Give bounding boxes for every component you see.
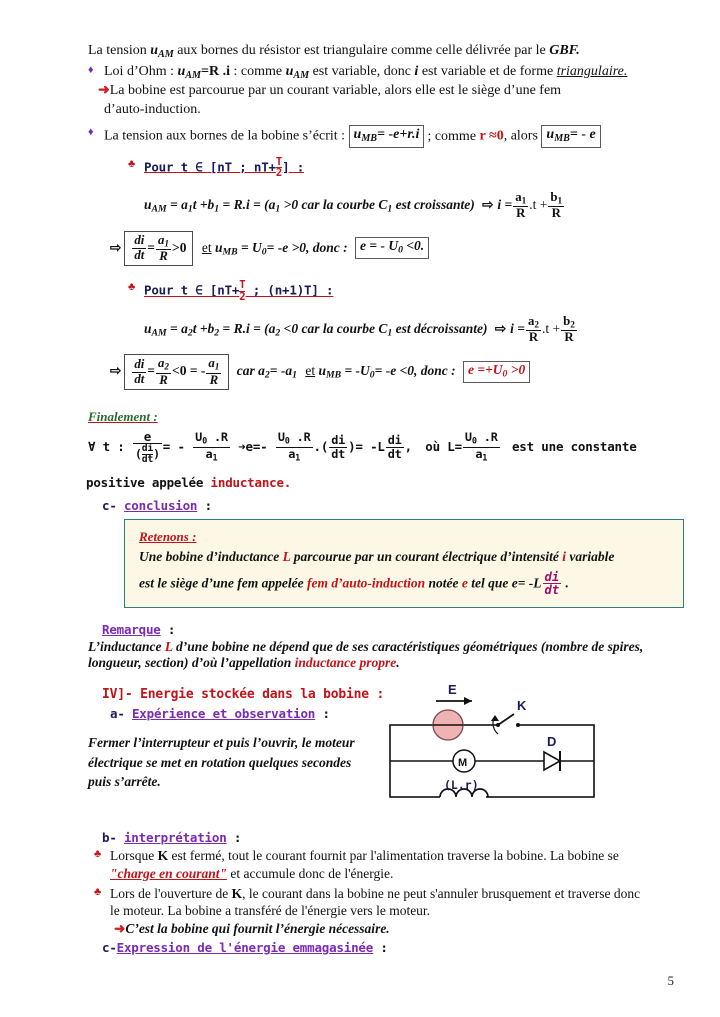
- circuit-diagram: [386, 676, 598, 802]
- circuit-label-K: K: [517, 698, 527, 713]
- f1-den-close: ): [153, 446, 160, 461]
- i2-umb-rest: = -U: [341, 363, 370, 379]
- interpretation-bullet-1: [94, 847, 708, 883]
- i1-didt-den: dt: [134, 247, 145, 262]
- diamond-bullet-icon: ♦: [88, 126, 94, 139]
- b2-l1-b: , le courant dans la bobine ne peut s'annuler brusquement et traverse donc: [242, 885, 641, 901]
- frac-di-dt-3: [386, 434, 404, 460]
- ret-l2-c: tel que e= -L: [467, 575, 542, 591]
- interpretation-bullet-2: [94, 885, 708, 921]
- arrow-right-icon: ➜: [114, 921, 126, 937]
- sub-b-label: interprétation: [123, 829, 227, 845]
- interp1-line2: [110, 865, 708, 883]
- i1-a-sub: 1: [187, 203, 193, 215]
- b1-K: K: [157, 847, 169, 863]
- i2-box-f-den: R: [156, 373, 171, 387]
- interval1-text-a: Pour t ∈ [nT ; nT+: [144, 159, 276, 175]
- interval1-frac-den: 2: [275, 166, 283, 180]
- intro-text-b: aux bornes du résistor est triangulaire comme celle délivrée par le: [173, 43, 550, 58]
- tension-mid: ; comme: [427, 128, 480, 144]
- switch-pivot-left: [496, 723, 500, 727]
- i2-didt-num: di: [134, 357, 145, 372]
- f3-den-sub: 1: [295, 453, 301, 464]
- interval1-conclusion: [110, 231, 708, 267]
- retenons-box: [124, 519, 684, 609]
- interp2-line1: [110, 885, 708, 903]
- page-number: 5: [667, 973, 674, 988]
- i2-f2-num-sub: 2: [570, 319, 575, 330]
- i2-after-f1: .t +: [541, 320, 561, 336]
- exp-line-1: Fermer l’interrupteur et puis l’ouvrir, le moteur: [88, 735, 355, 751]
- arrow-right-icon: ➜: [238, 438, 246, 454]
- emf-arrow-head: [464, 697, 472, 705]
- f2-num: U: [195, 430, 203, 445]
- interval1-equation: [144, 191, 708, 221]
- i1-mid: t +b: [192, 196, 215, 212]
- circuit-label-Lr: (L,r): [444, 778, 479, 792]
- club-bullet-icon: ♣: [128, 157, 136, 170]
- ohm-u2-sub: AM: [293, 69, 310, 81]
- i2-box-mid: <0 = -: [172, 363, 206, 379]
- retenons-line1: [139, 549, 669, 565]
- i1-f2-num-sub: 1: [557, 195, 563, 206]
- document-content: [88, 42, 708, 955]
- i1-c-sub: 1: [387, 203, 393, 215]
- f3-num-sub: 0: [284, 436, 290, 447]
- i2-u-sub: AM: [151, 327, 167, 339]
- remarque-heading: [102, 622, 708, 637]
- f1-num: e: [143, 429, 152, 444]
- ohm-line: [104, 63, 708, 82]
- fin-tail: est une constante: [511, 438, 637, 454]
- arrow-line-text: C’est la bobine qui fournit l’énergie nécessaire.: [125, 921, 390, 937]
- interval1-heading: [128, 154, 708, 180]
- i1-f1-num-sub: 1: [521, 195, 527, 206]
- sub-c-colon: :: [373, 940, 388, 956]
- finalement-section: [88, 408, 708, 490]
- umb1-u: u: [353, 127, 362, 143]
- ohm-formula-rest: =R .i: [200, 64, 230, 80]
- sub-b-prefix: b-: [102, 829, 124, 845]
- switch-pivot-right: [516, 723, 520, 727]
- experience-paragraph: [88, 733, 378, 792]
- i1-umb-rest: = U: [237, 239, 262, 255]
- i1-a-sub2: 1: [275, 203, 281, 215]
- ohm-mid: : comme: [229, 64, 286, 80]
- rem-l1-b: d’une bobine ne dépend que de ses caractéristiques géométriques (nombre de spires,: [172, 639, 644, 655]
- f5-den: dt: [387, 446, 402, 461]
- f2-den-sub: 1: [212, 453, 218, 464]
- interval2-text-a: Pour t ∈ [nT+: [144, 282, 240, 298]
- i2-car: car a: [236, 363, 265, 379]
- remarque-title: Remarque: [102, 622, 161, 638]
- ret-l2-b: notée: [425, 575, 462, 591]
- i2-car-rest: = -a: [269, 363, 293, 379]
- f1-den-den: dt: [141, 453, 154, 465]
- frac-U0R-over-a1-2: [276, 431, 313, 463]
- fin-l2-a: positive appelée: [86, 474, 211, 490]
- intro-gbf: GBF.: [549, 43, 580, 58]
- diode-triangle: [544, 752, 560, 770]
- i1-frac-a-over-R: [513, 191, 528, 221]
- fin-comma: ,: [404, 438, 412, 454]
- formula-box-didt-2: [124, 354, 229, 390]
- interval2-equation: [144, 315, 708, 345]
- f3-den: a: [288, 446, 296, 461]
- i2-f1-num: a: [527, 313, 535, 328]
- ohm-arrow-text2: d’auto-induction.: [104, 101, 201, 117]
- intro-text-a: La tension: [88, 43, 151, 58]
- i1-frac-b-over-R: [548, 191, 564, 221]
- ret-l1-b: parcourue par un courant électrique d’intensité: [290, 548, 563, 564]
- i2-final-box-tail: >0: [507, 362, 526, 378]
- i2-u0-sub: 0: [369, 369, 375, 381]
- implies-arrow-icon: ⇨: [482, 196, 494, 212]
- interval2-frac-num: T: [239, 278, 246, 292]
- i2-box-f2-den: R: [206, 373, 221, 387]
- arrow-right-icon: ➜: [98, 83, 110, 99]
- fem-auto-induction: fem d’auto-induction: [306, 575, 426, 591]
- interval2-heading: [128, 280, 708, 302]
- conclusion-heading: [102, 498, 708, 513]
- interval2-frac-den: 2: [239, 289, 246, 303]
- b2-K: K: [231, 885, 243, 901]
- i2-final-box-sub: 0: [502, 368, 508, 380]
- i1-didt: [132, 234, 146, 262]
- ret-frac-num: di: [544, 569, 560, 584]
- ret-l2-d: .: [562, 575, 569, 591]
- tension-label: La tension aux bornes de la bobine s’écrit :: [104, 128, 349, 144]
- f2-den: a: [205, 446, 213, 461]
- formula-box-e-neg: [355, 237, 429, 259]
- ohm-arrow-line2: [104, 101, 708, 119]
- i1-u-sub: AM: [151, 203, 167, 215]
- ohm-u2: u: [285, 64, 294, 80]
- remarque-colon: :: [160, 622, 176, 638]
- ret-frac-di-dt: [543, 571, 562, 598]
- conclusion-prefix: c-: [102, 497, 124, 513]
- ohm-u-sub: AM: [185, 69, 201, 81]
- i2-a2-over-R: [156, 357, 171, 387]
- section4-sub-b: [102, 830, 708, 845]
- i1-f2-den: R: [548, 206, 564, 220]
- interp2-line2: le moteur. La bobine a transféré de l'énergie vers le moteur.: [110, 903, 431, 919]
- f1-den-num: di: [141, 443, 154, 455]
- i2-cond: <0 car la courbe C: [280, 320, 388, 336]
- section4-title: IV]- Energie stockée dans la bobine :: [102, 687, 385, 703]
- f6-den-sub: 1: [482, 453, 488, 464]
- i2-et: et: [305, 363, 316, 379]
- i1-f1-num: a: [515, 189, 522, 204]
- i2-a-sub: 2: [187, 327, 193, 339]
- f3-num-rest: .R: [289, 430, 311, 445]
- inductance-propre: inductance propre: [294, 655, 397, 671]
- i1-didt-num: di: [134, 233, 145, 248]
- i2-f2-num: b: [563, 313, 571, 328]
- forall-t: ∀ t :: [88, 438, 125, 454]
- fin-ou: où L=: [425, 438, 462, 454]
- sub-b-colon: :: [226, 829, 242, 845]
- charge-en-courant: "charge en courant": [110, 865, 227, 881]
- sub-a-label: Expérience et observation: [131, 706, 316, 722]
- i2-box-eq: =: [147, 363, 155, 379]
- switch-lever: [498, 714, 514, 725]
- umb2-u: u: [546, 127, 555, 143]
- intro-u-sub: AM: [158, 48, 174, 60]
- i2-box-f-num-sub: 2: [164, 361, 169, 372]
- fin-dot: .(: [313, 438, 329, 454]
- implies-arrow-icon: ⇨: [110, 239, 122, 255]
- i1-umb-rest2: = -e >0, donc :: [266, 239, 348, 255]
- interval2-text-b: ; (n+1)T] :: [245, 282, 334, 298]
- f4-num: di: [331, 433, 346, 448]
- f1-den-open: (: [134, 446, 142, 461]
- rem-l1-a: L’inductance: [88, 639, 165, 655]
- b1-l1-b: est fermé, tout le courant fournit par l'alimentation traverse la bobine. La bobine se: [168, 847, 619, 863]
- i2-c-sub: 1: [387, 327, 393, 339]
- club-bullet-icon: ♣: [94, 885, 102, 898]
- circuit-svg: [386, 676, 598, 802]
- i1-box-f-num-sub: 1: [164, 238, 169, 249]
- exp-line-3: puis s’arrête.: [88, 774, 161, 790]
- circuit-label-E: E: [448, 682, 457, 697]
- i1-res-i: i =: [497, 196, 513, 212]
- implies-arrow-icon: ⇨: [494, 320, 507, 336]
- frac-U0R-over-a1-3: [463, 431, 500, 463]
- circuit-label-D: D: [547, 734, 557, 749]
- i1-u: u: [144, 196, 152, 212]
- ohm-emphasis: triangulaire.: [556, 64, 628, 80]
- i1-et: et: [201, 239, 212, 255]
- i1-eq-ri: = R.i = (a: [219, 196, 276, 212]
- club-bullet-icon: ♣: [128, 281, 136, 294]
- remarque-section: [88, 622, 708, 671]
- i1-u0-sub: 0: [261, 246, 267, 258]
- bullet-tension-bobine: [88, 125, 708, 147]
- f4-den: dt: [331, 446, 346, 461]
- formula-box-didt-1: [124, 231, 193, 267]
- f6-num-sub: 0: [471, 436, 477, 447]
- i2-box-f2-num: a: [208, 356, 215, 371]
- umb2-sub: MB: [554, 132, 570, 144]
- ret-i: i: [562, 548, 567, 564]
- frac-di-dt-inner: [142, 444, 153, 465]
- frac-U0R-over-a1-1: [193, 431, 230, 463]
- i2-a-sub2: 2: [275, 327, 281, 339]
- interpretation-arrow-line: [114, 921, 708, 937]
- i2-box-f2-num-sub: 1: [214, 361, 220, 372]
- ohm-mid2: est variable, donc: [309, 64, 415, 80]
- i2-final-box: e =+U: [468, 362, 503, 378]
- umb2-rest: = - e: [569, 127, 596, 143]
- formula-box-umb-1: [349, 125, 425, 147]
- i1-umb-sub: MB: [222, 246, 238, 258]
- i2-eq-ri: = R.i = (a: [219, 320, 276, 336]
- b2-l1-a: Lors de l'ouverture de: [110, 885, 232, 901]
- circuit-label-M: M: [458, 757, 468, 769]
- i1-f1-den: R: [513, 206, 528, 220]
- f5-num: di: [387, 433, 402, 448]
- interval1-frac-num: T: [275, 154, 283, 168]
- rem-l2-a: longueur, section) d’où l’appellation: [88, 655, 295, 671]
- interval2-conclusion: [110, 354, 708, 390]
- i2-a1-over-R: [206, 357, 221, 387]
- i1-umb: u: [214, 239, 223, 255]
- implies-arrow-icon: ⇨: [110, 363, 122, 379]
- f3-num: U: [277, 430, 285, 445]
- sub-a-prefix: a-: [110, 706, 132, 722]
- i1-box-f-num: a: [157, 232, 165, 247]
- i2-res-i: i =: [510, 320, 525, 336]
- finalement-line2: [86, 475, 708, 490]
- umb1-rest: = -e+r.i: [377, 127, 420, 143]
- umb1-sub: MB: [361, 132, 378, 144]
- diamond-bullet-icon: ♦: [88, 64, 94, 77]
- f2-num-sub: 0: [202, 436, 208, 447]
- conclusion-colon: :: [197, 497, 212, 513]
- sub-a-colon: :: [315, 706, 330, 722]
- ret-l2-a: est le siège d’une fem appelée: [139, 575, 307, 591]
- i2-f1-den: R: [526, 330, 541, 344]
- ohm-i: i: [414, 64, 419, 80]
- formula-box-umb-2: [541, 125, 600, 147]
- remarque-line2: [88, 655, 708, 671]
- intro-line: [88, 42, 708, 61]
- f6-num-rest: .R: [476, 430, 498, 445]
- i2-cond2: est décroissante): [392, 320, 488, 336]
- i2-frac-a-over-R: [526, 315, 541, 345]
- inductance-word: inductance.: [210, 474, 292, 490]
- retenons-line2: [139, 571, 669, 598]
- i1-f2-num: b: [550, 189, 558, 204]
- intro-u: u: [150, 43, 159, 58]
- i2-u: u: [144, 320, 152, 336]
- ret-e: e: [461, 575, 468, 591]
- i2-car-sub2: 1: [292, 369, 297, 381]
- i2-b-sub: 2: [214, 327, 220, 339]
- conclusion-label: conclusion: [123, 497, 198, 513]
- ohm-arrow-line1: [98, 82, 708, 100]
- ohm-mid3: est variable et de forme: [418, 64, 557, 80]
- i2-didt-den: dt: [134, 371, 145, 386]
- formula-box-e-pos: [463, 361, 530, 383]
- i2-mid: t +b: [192, 320, 215, 336]
- interp1-line1: [110, 847, 708, 865]
- i1-cond: >0 car la courbe C: [280, 196, 388, 212]
- ohm-arrow-text1: La bobine est parcourue par un courant variable, alors elle est le siège d’une fem: [109, 83, 562, 99]
- i1-final-box: e = - U: [360, 238, 399, 254]
- i2-didt: [132, 358, 146, 386]
- i1-final-box-tail: <0.: [402, 238, 425, 254]
- i2-umb: u: [318, 363, 326, 379]
- f2-num-rest: .R: [207, 430, 228, 445]
- retenons-title: Retenons :: [139, 528, 197, 544]
- i1-cond2: est croissante): [392, 196, 475, 212]
- i2-umb-rest2: = -e <0, donc :: [374, 363, 456, 379]
- i2-box-f-num: a: [157, 356, 165, 371]
- r-approx-zero: r ≈0: [479, 128, 504, 144]
- fin-close-eq: )= -L: [348, 438, 385, 454]
- i2-f1-num-sub: 2: [534, 319, 539, 330]
- i2-car-sub: 2: [264, 369, 270, 381]
- tension-mid2: , alors: [503, 128, 542, 144]
- finalement-title: Finalement :: [88, 409, 158, 424]
- ret-L: L: [282, 548, 291, 564]
- finalement-formula: [88, 430, 708, 465]
- rem-l2-b: .: [396, 655, 400, 671]
- ohm-u: u: [177, 64, 186, 80]
- sub-c-label: Expression de l'énergie emmagasinée: [116, 940, 374, 956]
- rem-L: L: [164, 639, 173, 655]
- f6-den: a: [475, 446, 483, 461]
- remarque-line1: [88, 639, 708, 655]
- ohm-label: Loi d’Ohm :: [104, 64, 178, 80]
- sub-c-prefix: c-: [102, 940, 117, 956]
- i1-final-box-sub: 0: [398, 245, 403, 257]
- i1-after-f1: .t +: [529, 196, 548, 212]
- interval1-text-b: ] :: [282, 159, 305, 175]
- i1-box-tail: >0: [172, 239, 187, 255]
- switch-arc-arrowhead: [491, 715, 499, 721]
- i1-box-eq: =: [147, 239, 155, 255]
- i1-a-over-R: [156, 234, 171, 264]
- i1-lhs: = a: [166, 196, 188, 212]
- i2-f2-den: R: [561, 330, 577, 344]
- f6-num: U: [464, 430, 472, 445]
- i2-umb-sub: MB: [325, 369, 342, 381]
- i2-lhs: = a: [166, 320, 188, 336]
- club-bullet-icon: ♣: [94, 847, 102, 860]
- b1-l2-b: et accumule donc de l'énergie.: [227, 865, 394, 881]
- bullet-ohm: [88, 63, 708, 119]
- frac-e-over-didt: [133, 430, 162, 465]
- ret-l1-c: variable: [566, 548, 615, 564]
- i2-frac-b-over-R: [561, 315, 577, 345]
- exp-line-2: électrique se met en rotation quelques secondes: [88, 754, 352, 770]
- ret-l1-a: Une bobine d’inductance: [139, 548, 283, 564]
- b1-l1-a: Lorsque: [110, 847, 158, 863]
- i1-b-sub: 1: [214, 203, 220, 215]
- section4-sub-c: [102, 940, 708, 955]
- fin-eq1: = -: [162, 438, 185, 454]
- fin-e-eq: e=-: [245, 438, 268, 454]
- i1-box-f-den: R: [156, 249, 171, 263]
- ret-frac-den: dt: [544, 583, 560, 598]
- frac-di-dt-2: [329, 434, 347, 460]
